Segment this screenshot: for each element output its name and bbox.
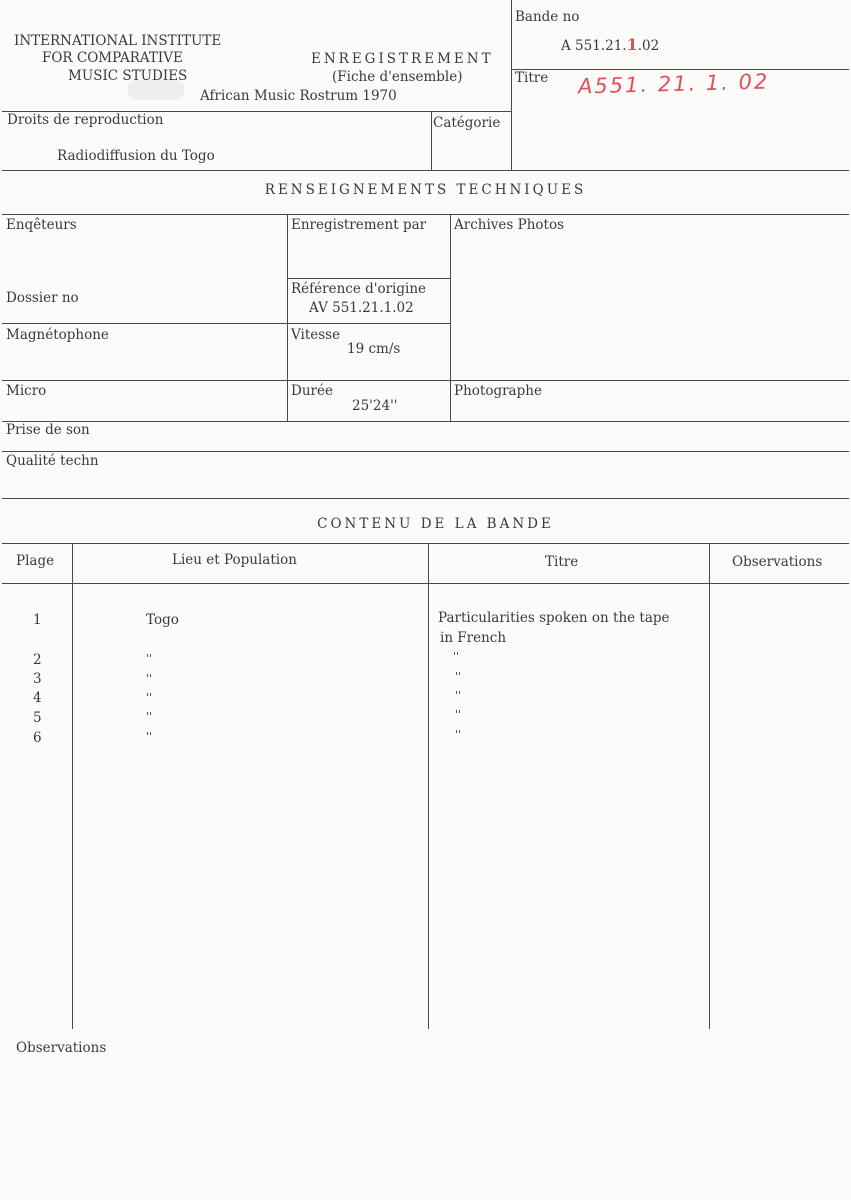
row-3-plage: 3 xyxy=(33,671,42,687)
bande-number xyxy=(561,36,659,55)
vitesse-value: 19 cm/s xyxy=(347,341,401,357)
micro-label: Micro xyxy=(6,383,47,399)
row-1-titre: Particularities spoken on the tape xyxy=(438,610,670,626)
rights-label: Droits de reproduction xyxy=(7,112,164,128)
row-4-titre: '' xyxy=(455,689,462,702)
bande-label: Bande no xyxy=(515,9,580,25)
institute-name-line3: MUSIC STUDIES xyxy=(68,68,188,84)
vitesse-label: Vitesse xyxy=(291,327,341,343)
magnetophone-label: Magnétophone xyxy=(6,327,109,343)
column-header-lieu: Lieu et Population xyxy=(172,552,297,568)
row-6-titre: '' xyxy=(455,728,462,741)
row-5-titre: '' xyxy=(455,708,462,721)
row-3-lieu: '' xyxy=(146,672,153,685)
row-1-plage: 1 xyxy=(33,612,42,628)
rights-value: Radiodiffusion du Togo xyxy=(57,148,215,164)
archives-photos-label: Archives Photos xyxy=(454,217,564,233)
photographe-label: Photographe xyxy=(454,383,542,399)
collection-name: African Music Rostrum 1970 xyxy=(200,88,397,104)
row-3-titre: '' xyxy=(455,670,462,683)
column-header-titre: Titre xyxy=(545,554,579,570)
enqueteurs-label: Enqêteurs xyxy=(6,217,77,233)
row-2-titre: '' xyxy=(453,650,460,663)
dossier-label: Dossier no xyxy=(6,290,79,306)
bande-number-suffix: .02 xyxy=(637,38,660,54)
technical-section-title: RENSEIGNEMENTS TECHNIQUES xyxy=(264,182,587,198)
institute-name-line1: INTERNATIONAL INSTITUTE xyxy=(14,33,222,49)
row-6-lieu: '' xyxy=(146,730,153,743)
duree-value: 25'24'' xyxy=(352,398,398,414)
titre-label: Titre xyxy=(515,70,549,86)
observations-label: Observations xyxy=(16,1040,107,1056)
reference-value: AV 551.21.1.02 xyxy=(309,300,414,316)
row-5-plage: 5 xyxy=(33,710,42,726)
form-subtype: (Fiche d'ensemble) xyxy=(332,69,463,85)
category-label: Catégorie xyxy=(433,115,501,131)
column-header-observations: Observations xyxy=(732,554,823,570)
prise-de-son-label: Prise de son xyxy=(6,422,90,438)
bande-number-prefix: A 551.21. xyxy=(561,38,627,54)
enregistrement-par-label: Enregistrement par xyxy=(291,217,427,233)
faint-stamp xyxy=(128,80,184,100)
row-5-lieu: '' xyxy=(146,710,153,723)
duree-label: Durée xyxy=(291,383,333,399)
reference-label: Référence d'origine xyxy=(291,281,427,297)
row-2-lieu: '' xyxy=(146,652,153,665)
row-4-lieu: '' xyxy=(146,691,153,704)
content-section-title: CONTENU DE LA BANDE xyxy=(317,516,554,532)
form-type: ENREGISTREMENT xyxy=(311,51,494,67)
titre-handwritten: A551. 21. 1. 02 xyxy=(577,69,770,99)
row-1-titre-continued: in French xyxy=(440,630,507,646)
column-header-plage: Plage xyxy=(16,553,55,569)
institute-name-line2: FOR COMPARATIVE xyxy=(42,50,183,66)
row-6-plage: 6 xyxy=(33,730,42,746)
row-2-plage: 2 xyxy=(33,652,42,668)
row-1-lieu: Togo xyxy=(146,612,179,628)
qualite-techn-label: Qualité techn xyxy=(6,453,99,469)
bande-number-correction: 1 xyxy=(626,35,638,54)
row-4-plage: 4 xyxy=(33,690,42,706)
